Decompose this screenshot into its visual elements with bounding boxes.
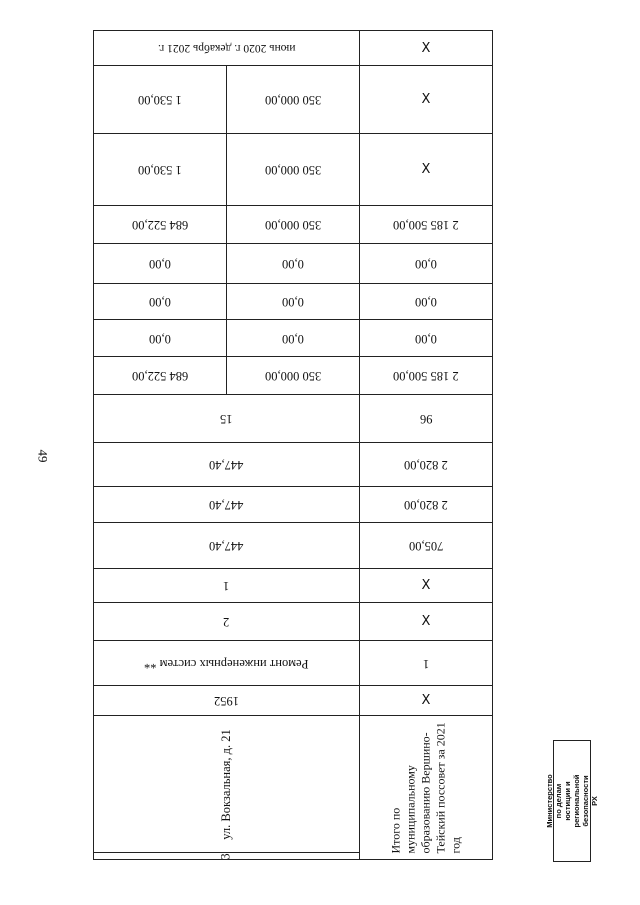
cell-value: 2 185 500,00: [393, 218, 459, 232]
cell-value: 0,00: [415, 331, 437, 346]
cell-value: 2: [223, 615, 230, 629]
table-row: [94, 523, 492, 569]
ministry-stamp: [545, 740, 600, 862]
cell-value: 1 530,00: [138, 93, 182, 107]
stamp-text: Министерство по делам юстиции и региональной безопасности РХ: [545, 774, 600, 828]
cell-value: 0,00: [282, 295, 304, 309]
page-number: 49: [35, 449, 51, 463]
cross-mark: X: [421, 614, 431, 629]
cell-value: 705,00: [408, 539, 444, 553]
total-label: Итого по муниципальному образованию Вершино-Тейский поссовет за 2021 год: [388, 722, 463, 854]
table-row: [94, 603, 492, 641]
table-row: [94, 641, 492, 686]
cell-value: 0,00: [282, 257, 304, 271]
cell-value: 96: [419, 412, 433, 426]
data-table: [93, 30, 493, 860]
table-row: [94, 206, 492, 244]
table-row: [94, 569, 492, 603]
cell-value: 684 522,00: [131, 369, 189, 383]
cross-mark: X: [421, 162, 431, 177]
cell-value: 350 000,00: [264, 93, 322, 107]
cell-value: 447,40: [209, 498, 244, 512]
build-year: 1952: [214, 694, 239, 708]
cell-value: 447,40: [209, 539, 244, 553]
cross-mark: X: [421, 40, 431, 56]
cell-value: 0,00: [149, 257, 171, 271]
table-row: [94, 244, 492, 284]
table-row: [94, 716, 492, 859]
cell-value: 684 522,00: [131, 218, 189, 232]
cell-value: 0,00: [282, 331, 304, 346]
cell-value: 0,00: [415, 295, 437, 309]
table-row: [94, 686, 492, 716]
table-row: [94, 320, 492, 357]
table-row: [94, 134, 492, 206]
cell-value: 350 000,00: [264, 218, 322, 232]
cell-value: 1: [223, 579, 230, 593]
repair-type: Ремонт инженерных систем **: [144, 656, 309, 671]
cross-mark: X: [421, 578, 431, 593]
address: ул. Вокзальная, д. 21: [218, 728, 233, 840]
table-row: [94, 487, 492, 523]
cell-value: 1: [422, 656, 430, 671]
table-row: [94, 395, 492, 443]
table-row: [94, 31, 492, 66]
cell-value: 2 820,00: [404, 498, 448, 512]
cell-value: 350 000,00: [264, 163, 322, 177]
cross-mark: X: [421, 92, 431, 107]
table-row: [94, 66, 492, 134]
cell-value: 2 820,00: [404, 458, 448, 472]
table-row: [94, 443, 492, 487]
cell-value: 350 000,00: [264, 369, 322, 383]
cell-value: 0,00: [149, 331, 171, 346]
cross-mark: X: [421, 693, 431, 708]
table-row: [94, 357, 492, 395]
row-number: 3: [219, 852, 233, 860]
cell-value: 0,00: [149, 295, 171, 309]
cell-value: 447,40: [209, 458, 244, 472]
cell-value: 1 530,00: [138, 163, 182, 177]
cell-value: 15: [220, 412, 233, 426]
date-range: июнь 2020 г. декабрь 2021 г.: [157, 42, 296, 54]
table-row: [94, 284, 492, 320]
cell-value: 2 185 500,00: [393, 369, 459, 383]
cell-value: 0,00: [415, 257, 437, 271]
